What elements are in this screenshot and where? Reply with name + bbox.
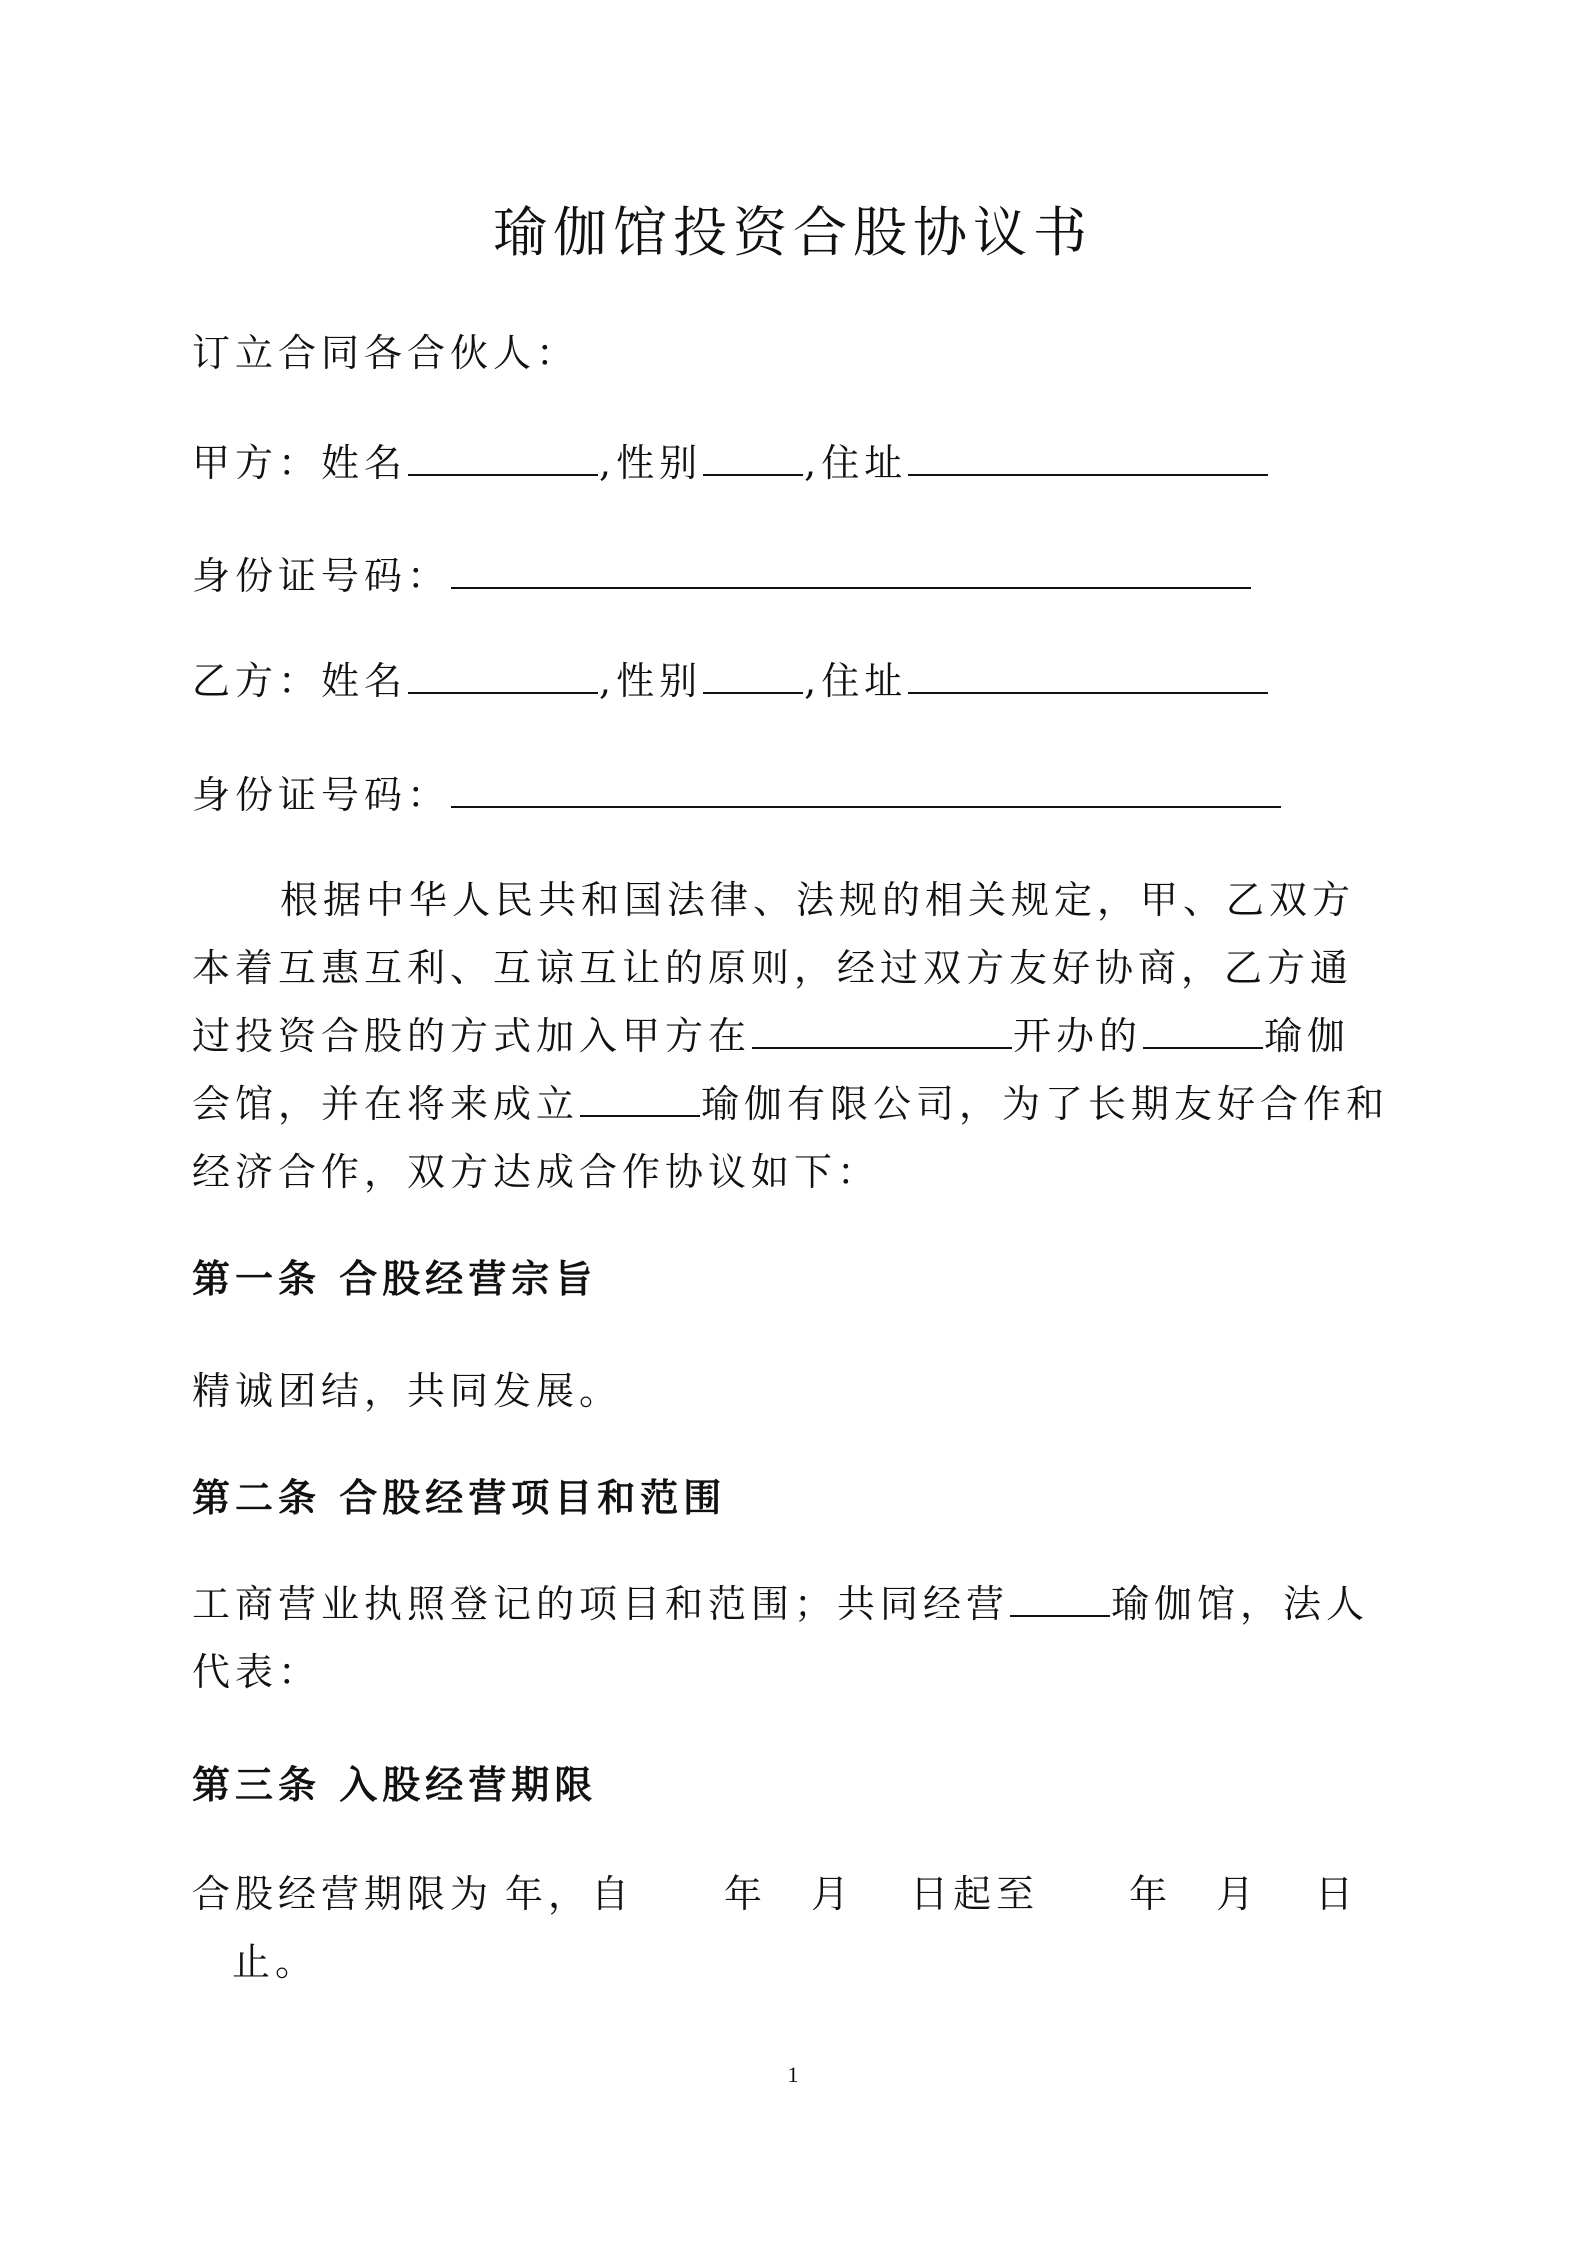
party-a-id-blank[interactable] bbox=[451, 549, 1251, 589]
preamble-text-4: 瑜伽有限公司，为了长期友好合作和经济合作，双方达成合作协议如下： bbox=[192, 1082, 1390, 1194]
party-b-address-label: ,住址 bbox=[804, 659, 908, 703]
party-a-gender-label: ,性别 bbox=[599, 441, 703, 485]
article-3-heading: 第三条 入股经营期限 bbox=[192, 1762, 598, 1807]
document-title: 瑜伽馆投资合股协议书 bbox=[493, 201, 1093, 264]
party-a-address-blank[interactable] bbox=[908, 436, 1268, 476]
article-3-month-1: 月 bbox=[811, 1872, 855, 1916]
article-3-day-2: 日 bbox=[1315, 1872, 1359, 1916]
party-b-id-blank[interactable] bbox=[451, 768, 1281, 808]
preamble-text-3: 瑜伽会馆，并在将来成立 bbox=[192, 1014, 1351, 1126]
preamble-company-name-blank[interactable] bbox=[580, 1077, 700, 1117]
party-a-id-label: 身份证号码： bbox=[192, 554, 451, 598]
article-2-hall-blank[interactable] bbox=[1010, 1577, 1110, 1617]
article-3-text-1: 合股经营期限为 bbox=[192, 1872, 494, 1916]
party-a-name-label: 甲方：姓名 bbox=[192, 441, 408, 485]
party-a-line bbox=[192, 432, 1269, 487]
article-3-month-2: 月 bbox=[1216, 1872, 1260, 1916]
article-3-year-2: 年 bbox=[724, 1872, 768, 1916]
article-2-heading: 第二条 合股经营项目和范围 bbox=[192, 1475, 727, 1520]
party-b-address-blank[interactable] bbox=[908, 654, 1268, 694]
article-2-body bbox=[192, 1570, 1392, 1706]
party-a-address-label: ,住址 bbox=[804, 441, 908, 485]
intro-line: 订立合同各合伙人： bbox=[192, 331, 580, 375]
party-b-line bbox=[192, 650, 1269, 705]
party-b-name-blank[interactable] bbox=[408, 654, 598, 694]
party-b-id-label: 身份证号码： bbox=[192, 773, 451, 817]
article-3-end: 止。 bbox=[232, 1940, 319, 1984]
article-3-year-3: 年 bbox=[1129, 1872, 1173, 1916]
party-a-name-blank[interactable] bbox=[408, 436, 598, 476]
party-b-gender-blank[interactable] bbox=[703, 654, 803, 694]
article-3-body bbox=[192, 1860, 1392, 1996]
article-1-heading: 第一条 合股经营宗旨 bbox=[192, 1256, 598, 1301]
article-1-body: 精诚团结，共同发展。 bbox=[192, 1369, 623, 1413]
preamble-location-blank[interactable] bbox=[752, 1009, 1012, 1049]
article-3-year-1: 年，自 bbox=[505, 1872, 635, 1916]
article-2-text-1: 工商营业执照登记的项目和范围；共同经营 bbox=[192, 1582, 1010, 1626]
party-a-id-line bbox=[192, 545, 1252, 600]
party-a-gender-blank[interactable] bbox=[703, 436, 803, 476]
preamble-text-1: 根据中华人民共和国法律、法规的相关规定，甲、乙双方本着互惠互利、互谅互让的原则，经过双方友好协商，乙方通过投资合股的方式加入甲方在 bbox=[192, 878, 1356, 1058]
article-2-text-2: 瑜伽馆，法人代表： bbox=[192, 1582, 1370, 1694]
preamble-paragraph bbox=[192, 866, 1392, 1206]
article-3-day-1: 日起至 bbox=[910, 1872, 1040, 1916]
page-number: 1 bbox=[787, 2062, 799, 2087]
party-b-gender-label: ,性别 bbox=[599, 659, 703, 703]
party-b-name-label: 乙方：姓名 bbox=[192, 659, 408, 703]
preamble-hall-name-blank[interactable] bbox=[1143, 1009, 1263, 1049]
preamble-text-2: 开办的 bbox=[1013, 1014, 1143, 1058]
party-b-id-line bbox=[192, 764, 1282, 819]
